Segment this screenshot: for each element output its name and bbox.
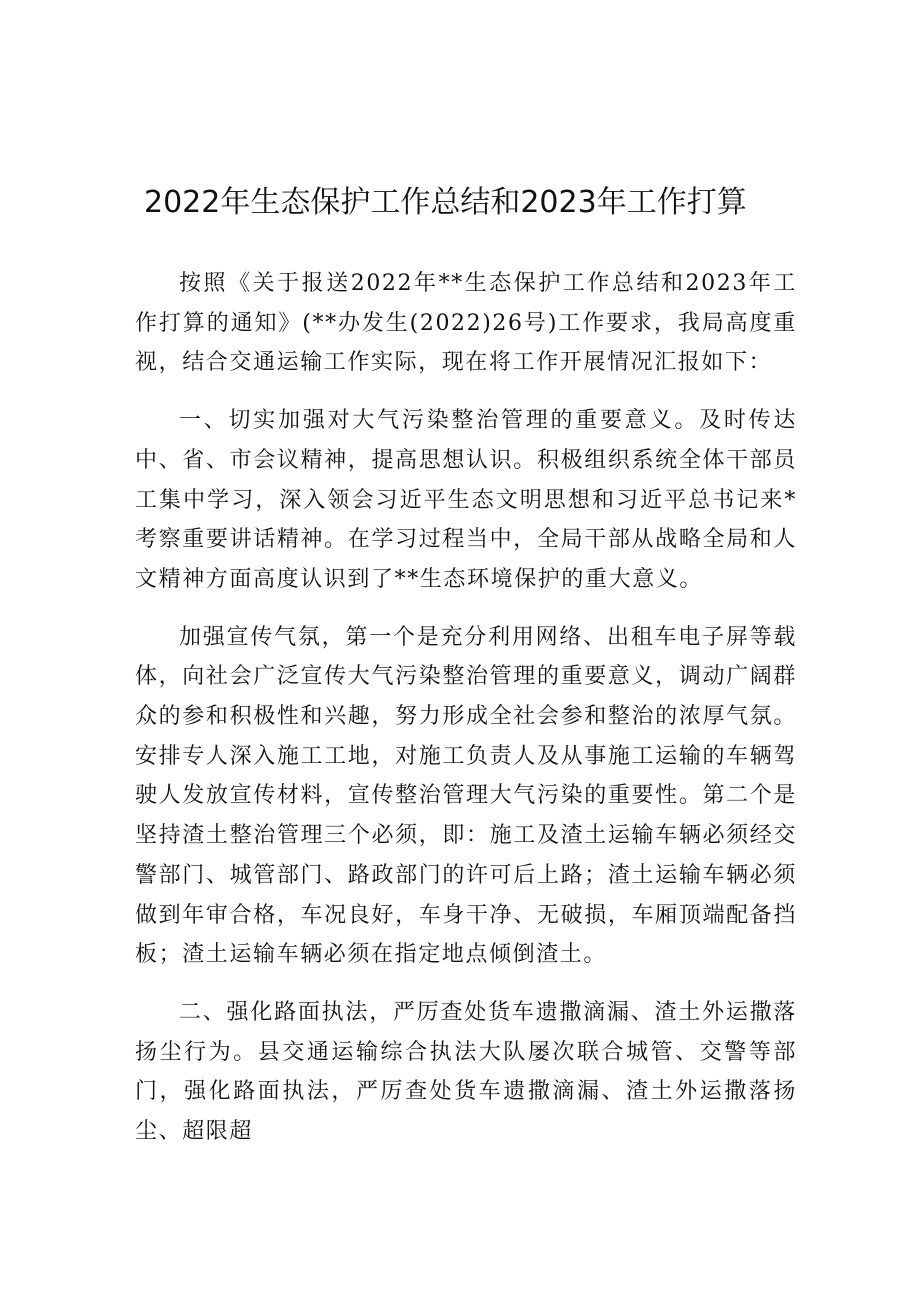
document-title: 2022年生态保护工作总结和2023年工作打算 xyxy=(144,185,747,220)
paragraph-intro: 按照《关于报送2022年**生态保护工作总结和2023年工作打算的通知》(**办发生(2022)26号)工作要求，我局高度重视，结合交通运输工作实际，现在将工作开展情况汇报如下： xyxy=(135,271,797,376)
paragraph-section-one: 一、切实加强对大气污染整治管理的重要意义。及时传达中、省、市会议精神，提高思想认识。积极组织系统全体干部员工集中学习，深入领会习近平生态文明思想和习近平总书记来*考察重要讲话精神。在学习过程当中，全局干部从战略全局和人文精神方面高度认识到了**生态环境保护的重大意义。 xyxy=(135,408,797,592)
paragraph-publicity: 加强宣传气氛，第一个是充分利用网络、出租车电子屏等载体，向社会广泛宣传大气污染整治管理的重要意义，调动广阔群众的参和积极性和兴趣，努力形成全社会参和整治的浓厚气氛。安排专人深入施工工地，对施工负责人及从事施工运输的车辆驾驶人发放宣传材料，宣传整治管理大气污染的重要性。第二个是坚持渣土整治管理三个必须，即：施工及渣土运输车辆必须经交警部门、城管部门、路政部门的许可后上路；渣土运输车辆必须做到年审合格，车况良好，车身干净、无破损，车厢顶端配备挡板；渣土运输车辆必须在指定地点倾倒渣土。 xyxy=(135,624,797,968)
paragraph-section-two: 二、强化路面执法，严厉查处货车遗撒滴漏、渣土外运撒落扬尘行为。县交通运输综合执法大队屡次联合城管、交警等部门，强化路面执法，严厉查处货车遗撒滴漏、渣土外运撒落扬尘、超限超 xyxy=(135,999,797,1145)
document-body xyxy=(135,264,797,1152)
